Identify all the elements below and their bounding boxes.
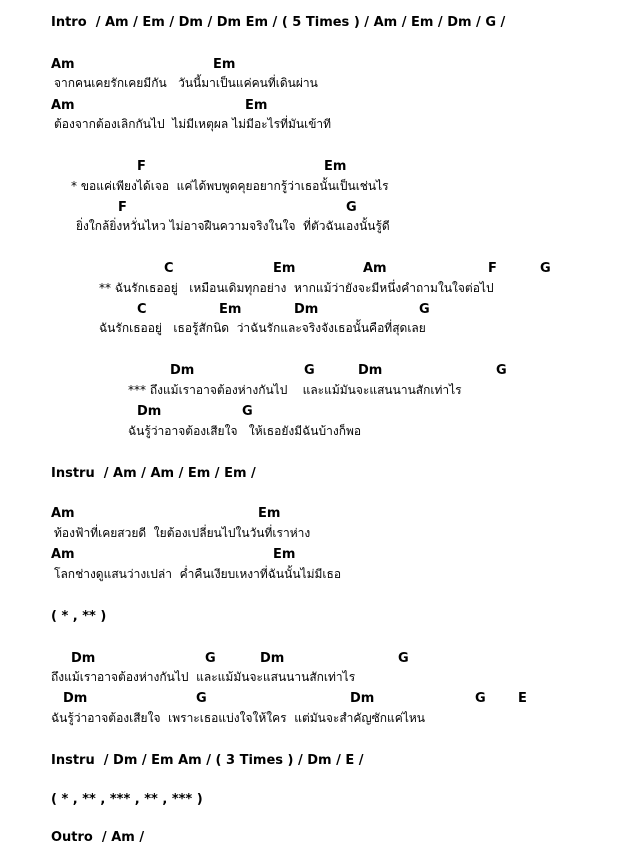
chord: Dm (260, 651, 285, 666)
lyric-line: ฉันรู้ว่าอาจต้องเสียใจ ให้เธอยังมีฉันบ้างก็พอ (128, 424, 362, 438)
lyric-line: ฉันรู้ว่าอาจต้องเสียใจ เพราะเธอแบ่งใจให้ใคร แต่มันจะสำคัญซักแค่ไหน (51, 711, 425, 725)
instru-line: Instru / Dm / Em Am / ( 3 Times ) / Dm / E / (51, 753, 364, 768)
lyric-line: โลกช่างดูแสนว่างเปล่า ค่ำคืนเงียบเหงาที่ฉันนั้นไม่มีเธอ (54, 567, 342, 581)
repeat-line: ( * , ** , *** , ** , *** ) (51, 792, 203, 807)
chord: G (540, 261, 551, 276)
chord: E (518, 691, 527, 706)
lyric-line: ฉันรักเธออยู่ เธอรู้สักนิด ว่าฉันรักและจริงจังเธอนั้นคือที่สุดเลย (99, 321, 426, 335)
chord: Dm (137, 404, 162, 419)
chord: Em (258, 506, 281, 521)
chord: G (496, 363, 507, 378)
chord: G (346, 200, 357, 215)
chord: G (475, 691, 486, 706)
instru-line: Instru / Am / Am / Em / Em / (51, 466, 256, 481)
repeat-line: ( * , ** ) (51, 609, 107, 624)
outro-line: Outro / Am / (51, 830, 145, 845)
chord: Am (363, 261, 387, 276)
lyric-line: จากคนเคยรักเคยมีกัน วันนี้มาเป็นแค่คนที่เดินผ่าน (54, 76, 318, 90)
chord: Am (51, 506, 75, 521)
chord: G (419, 302, 430, 317)
lyric-line: ท้องฟ้าที่เคยสวยดี ใยต้องเปลี่ยนไปในวันที่เราห่าง (54, 526, 311, 540)
lyric-line: ถึงแม้เราอาจต้องห่างกันไป และแม้มันจะแสนนานสักเท่าไร (51, 670, 356, 684)
chord: Am (51, 98, 75, 113)
chord: Am (51, 547, 75, 562)
intro-line: Intro / Am / Em / Dm / Dm Em / ( 5 Times ) / Am / Em / Dm / G / (51, 15, 506, 30)
chord: G (242, 404, 253, 419)
chord: F (118, 200, 127, 215)
chord: G (196, 691, 207, 706)
lyric-line: ต้องจากต้องเลิกกันไป ไม่มีเหตุผล ไม่มีอะไรที่มันเข้าที (54, 117, 332, 131)
lyric-line: * ขอแค่เพียงได้เจอ แค่ได้พบพูดคุยอยากรู้ว่าเธอนั้นเป็นเช่นไร (71, 179, 389, 193)
lyric-line: *** ถึงแม้เราอาจต้องห่างกันไป และแม้มันจะแสนนานสักเท่าไร (128, 383, 462, 397)
chord: C (164, 261, 174, 276)
chord: G (304, 363, 315, 378)
chord: Em (219, 302, 242, 317)
chord: C (137, 302, 147, 317)
lyric-line: ยิ่งใกล้ยิ่งหวั่นไหว ไม่อาจฝืนความจริงในใจ ที่ตัวฉันเองนั้นรู้ดี (76, 219, 390, 233)
chord: Em (324, 159, 347, 174)
chord: Dm (350, 691, 375, 706)
chord: Dm (170, 363, 195, 378)
chord: Am (51, 57, 75, 72)
chord: Dm (71, 651, 96, 666)
chord: Dm (63, 691, 88, 706)
chord: Em (213, 57, 236, 72)
chord: Dm (294, 302, 319, 317)
chord: Em (273, 547, 296, 562)
chord: Em (273, 261, 296, 276)
chord: G (205, 651, 216, 666)
chord: Dm (358, 363, 383, 378)
chord: F (137, 159, 146, 174)
chord: Em (245, 98, 268, 113)
chord: G (398, 651, 409, 666)
lyric-line: ** ฉันรักเธออยู่ เหมือนเดิมทุกอย่าง หากแม้ว่ายังจะมีหนึ่งคำถามในใจต่อไป (99, 281, 494, 295)
chord: F (488, 261, 497, 276)
